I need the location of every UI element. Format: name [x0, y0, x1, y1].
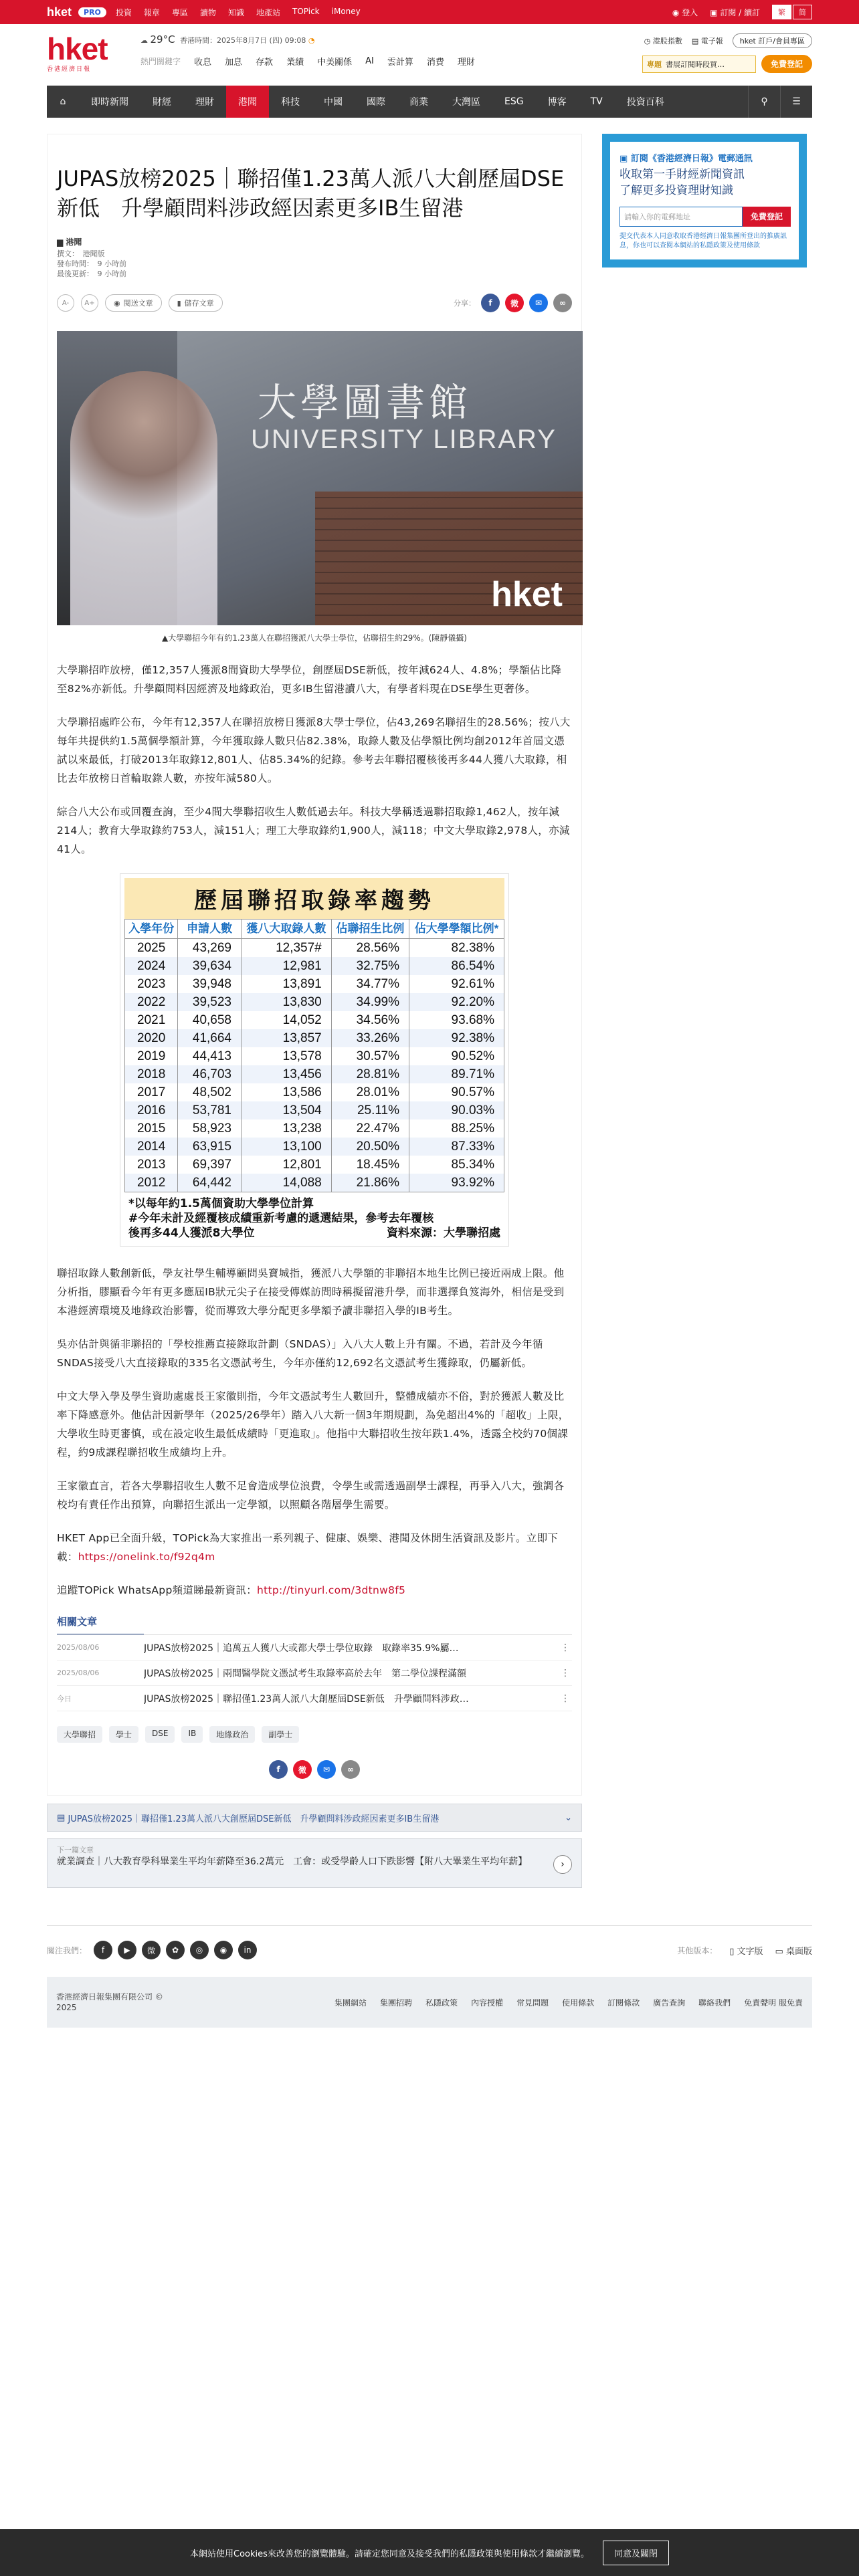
table-cell: 33.26% [331, 1029, 409, 1047]
admission-rate-table [124, 919, 504, 1192]
table-cell: 12,981 [242, 957, 332, 975]
date-text: 香港時間：2025年8月7日 (四) 09:08 [180, 36, 306, 45]
article-paragraph: 吳亦估計與循非聯招的「學校推薦直接錄取計劃（SNDAS）」入八大人數上升有關。不過，若計及今年循SNDAS接受八大直接錄取的335名文憑試考生，今年亦僅約12,692名文憑試考生獲錄取，仍屬新低。 [57, 1338, 543, 1369]
sticky-title: JUPAS放榜2025｜聯招僅1.23萬人派八大創歷屆DSE新低 升學顧問料涉政經因素更多IB生留港 [68, 1814, 440, 1824]
tag-item[interactable]: 副學士 [262, 1726, 299, 1743]
table-cell: 13,456 [242, 1065, 332, 1083]
table-cell: 13,504 [242, 1101, 332, 1119]
topbar-nav [116, 7, 361, 18]
share-label: 分享： [454, 299, 476, 308]
email-icon[interactable]: ✉ [529, 294, 548, 312]
article-title: JUPAS放榜2025｜聯招僅1.23萬人派八大創歷屆DSE新低 升學顧問料涉政經因素更多IB生留港 [57, 166, 565, 221]
nav-item-business[interactable]: 商業 [409, 97, 428, 108]
cookie-text: 本網站使用Cookies來改善您的瀏覽體驗。請確定您同意及接受我們的私隱政策與使用條款才繼續瀏覽。 [190, 2549, 589, 2559]
topbar-right [672, 5, 812, 19]
footer-link[interactable]: 使用條款 [562, 1998, 595, 2008]
user-icon: ◉ [672, 7, 680, 17]
image-caption: ▲大學聯招今年有約1.23萬人在聯招獲派八大學士學位，佔聯招生約29%。(陳靜儀攝) [162, 633, 467, 643]
table-cell: 2024 [125, 957, 178, 975]
table-cell: 69,397 [178, 1156, 242, 1174]
hot-keyword[interactable]: 理財 [457, 58, 475, 68]
newsletter-headline: 收取第一手財經新聞資訊 了解更多投資理財知識 [619, 168, 745, 197]
table-cell: 34.77% [331, 975, 409, 993]
follow-label: 關注我們： [47, 1945, 88, 1955]
table-cell: 93.68% [409, 1011, 504, 1029]
facebook-icon[interactable]: f [481, 294, 500, 312]
nav-item-blog[interactable]: 博客 [547, 97, 567, 108]
table-cell: 12,801 [242, 1156, 332, 1174]
home-icon[interactable]: ⌂ [60, 96, 66, 107]
table-cell: 13,100 [242, 1138, 332, 1156]
table-cell: 32.75% [331, 957, 409, 975]
cart-icon: ▣ [710, 7, 718, 17]
eye-icon: ◉ [114, 298, 120, 308]
weather-icon: ☁ [140, 36, 148, 45]
epaper-label: 電子報 [700, 37, 723, 45]
sticky-article-bar[interactable] [47, 1804, 582, 1832]
subscribe-label: 訂閱 / 續訂 [720, 7, 760, 17]
related-heading: 相關文章 [57, 1614, 144, 1635]
related-articles [57, 1614, 572, 1711]
table-cell: 41,664 [178, 1029, 242, 1047]
share-bar [454, 294, 572, 312]
table-cell: 25.11% [331, 1101, 409, 1119]
hero-sign-chinese: 大學圖書館 [258, 380, 472, 425]
table-cell: 88.25% [409, 1119, 504, 1138]
table-note: #今年未計及經覆核成績重新考慮的遞選結果，參考去年覆核 [128, 1212, 434, 1225]
text-version-link[interactable] [729, 1944, 763, 1957]
footer-link[interactable]: 免責聲明 服免責 [744, 1998, 803, 2008]
table-cell: 93.92% [409, 1174, 504, 1192]
desktop-version-link[interactable] [775, 1944, 812, 1957]
version-label: 其他版本： [677, 1945, 718, 1955]
table-note: 後再多44人獲派8大學位 [128, 1226, 255, 1240]
pro-badge[interactable]: PRO [78, 7, 106, 17]
promo-area [642, 55, 812, 73]
newsletter-title [619, 151, 791, 164]
meta-updated: 最後更新： 9 小時前 [57, 270, 126, 278]
logo-text: hket [47, 31, 108, 66]
next-article[interactable] [47, 1838, 582, 1888]
footer-link[interactable]: 集團網站 [335, 1998, 367, 2008]
cookie-accept-button[interactable]: 同意及關閉 [603, 2541, 669, 2565]
table-cell: 2017 [125, 1083, 178, 1101]
app-promo-paragraph [57, 1529, 572, 1566]
table-notes [124, 1192, 504, 1241]
more-icon[interactable]: ⋮ [561, 1693, 570, 1704]
paper-icon: ▤ [691, 37, 699, 45]
copyright: 香港經濟日報集團有限公司 © 2025 [56, 1992, 163, 2012]
article-paragraph: 綜合八大公布或回覆查詢，至少4間大學聯招收生人數低過去年。科技大學稱透過聯招取錄1,462人，按年減214人；教育大學取錄約753人，減151人；理工大學取錄約1,900人，減118；中文大學取錄2,978人，亦減41人。 [57, 806, 570, 855]
table-cell: 87.33% [409, 1138, 504, 1156]
whatsapp-text: 追蹤TOPick WhatsApp頻道睇最新資訊： [57, 1584, 257, 1596]
table-cell: 39,523 [178, 993, 242, 1011]
table-cell: 2018 [125, 1065, 178, 1083]
nav-item-hk-news[interactable]: 港聞 [226, 86, 269, 118]
topbar-brand[interactable]: hket [47, 5, 72, 19]
hot-keyword[interactable]: 雲計算 [387, 58, 413, 68]
footer-link[interactable]: 集團招聘 [380, 1998, 413, 2008]
table-header-cell: 佔大學學額比例* [409, 920, 504, 939]
table-cell: 13,830 [242, 993, 332, 1011]
hot-keyword[interactable]: 中美關係 [317, 58, 353, 68]
hot-keyword[interactable]: 存款 [256, 58, 274, 68]
read-article-button[interactable] [105, 294, 162, 312]
hero-image [57, 331, 583, 625]
nav-item-international[interactable]: 國際 [367, 97, 385, 108]
table-cell: 2013 [125, 1156, 178, 1174]
version-switch [677, 1944, 812, 1957]
author-icon: ▆ [57, 237, 64, 247]
tag-item[interactable]: 大學聯招 [57, 1726, 102, 1743]
free-register-button[interactable]: 免費登記 [761, 55, 812, 73]
nav-item-china[interactable]: 中國 [324, 97, 343, 108]
app-download-link[interactable]: https://onelink.to/f92q4m [78, 1551, 215, 1563]
table-row [125, 1065, 504, 1083]
meta-writer: 撰文： 港聞版 [57, 249, 105, 258]
tag-item[interactable]: DSE [145, 1726, 175, 1743]
hot-keywords [140, 55, 642, 68]
table-cell: 13,586 [242, 1083, 332, 1101]
table-cell: 14,088 [242, 1174, 332, 1192]
table-cell: 53,781 [178, 1101, 242, 1119]
table-row [125, 1029, 504, 1047]
table-title: 歷屆聯招取錄率趨勢 [124, 878, 504, 919]
lang-traditional[interactable]: 繁 [772, 5, 791, 19]
table-cell: 22.47% [331, 1119, 409, 1138]
read-article-label: 閱送文章 [123, 299, 153, 308]
hero-person [70, 371, 217, 625]
more-icon[interactable]: ⋮ [561, 1667, 570, 1679]
more-icon[interactable]: ⋮ [561, 1642, 570, 1653]
article [47, 134, 582, 1796]
article-paragraph: 中文大學入學及學生資助處處長王家徽則指，今年文憑試考生人數回升，整體成績亦不俗，對於獲派人數及比率下降感意外。他估計因新學年（2025/26學年）踏入八大新一個3年期規劃，為免超出4%的「超收」上限，大學收生時更審慎，或在設定收生最低成績時「更進取」。他指中大聯招收生按年跌1.4%，透露全校約70個課程，約9成課程聯招收生成績均上升。 [57, 1390, 569, 1459]
desktop-icon: ▭ [775, 1946, 783, 1957]
app-promo-text: HKET App已全面升級，TOPick為大家推出一系列親子、健康、娛樂、港聞及休閒生活資訊及影片。立即下載： [57, 1532, 559, 1563]
table-header-cell: 佔聯招生比例 [331, 920, 409, 939]
footer-follow [47, 1925, 812, 1959]
subscribe-link[interactable] [710, 7, 760, 18]
chevron-down-icon[interactable]: ⌄ [565, 1812, 572, 1823]
topbar-nav-item[interactable]: TOPick [292, 6, 320, 16]
weibo-icon[interactable]: 微 [142, 1941, 161, 1959]
table-cell: 40,658 [178, 1011, 242, 1029]
table-cell: 86.54% [409, 957, 504, 975]
table-header-cell: 入學年份 [125, 920, 178, 939]
article-toolbar [57, 294, 572, 312]
nav-item-wealth[interactable]: 理財 [195, 97, 214, 108]
footer-links [335, 1997, 803, 2008]
font-increase-button[interactable]: A+ [81, 294, 98, 312]
chevron-right-icon[interactable]: › [553, 1855, 572, 1874]
next-article-label: 下一篇文章 [57, 1846, 94, 1854]
table-cell: 64,442 [178, 1174, 242, 1192]
copy-link-icon[interactable]: ∞ [553, 294, 572, 312]
email-icon[interactable]: ✉ [317, 1760, 336, 1779]
related-item[interactable] [57, 1686, 572, 1711]
table-row [125, 1119, 504, 1138]
save-article-button[interactable] [169, 294, 223, 312]
table-cell: 92.38% [409, 1029, 504, 1047]
header-right [642, 33, 812, 73]
table-cell: 18.45% [331, 1156, 409, 1174]
whatsapp-paragraph [57, 1581, 572, 1600]
table-cell: 46,703 [178, 1065, 242, 1083]
table-cell: 48,502 [178, 1083, 242, 1101]
table-cell: 2014 [125, 1138, 178, 1156]
table-cell: 13,578 [242, 1047, 332, 1065]
table-cell: 82.38% [409, 939, 504, 958]
table-cell: 44,413 [178, 1047, 242, 1065]
table-cell: 2016 [125, 1101, 178, 1119]
table-cell: 20.50% [331, 1138, 409, 1156]
table-cell: 28.56% [331, 939, 409, 958]
table-cell: 21.86% [331, 1174, 409, 1192]
table-row [125, 975, 504, 993]
table-cell: 13,857 [242, 1029, 332, 1047]
lang-simplified[interactable]: 简 [793, 5, 812, 19]
newsletter-icon: ▣ [619, 154, 628, 164]
newsletter-inner [610, 142, 799, 259]
newsletter-email-input[interactable]: 請輸入你的電郵地址 [619, 207, 743, 227]
main-nav [47, 86, 812, 118]
language-switch [772, 5, 812, 19]
topbar-nav-item[interactable]: 專區 [171, 7, 188, 17]
table-row [125, 1083, 504, 1101]
footer-link[interactable]: 聯絡我們 [698, 1998, 731, 2008]
table-cell: 28.81% [331, 1065, 409, 1083]
table-cell: 92.20% [409, 993, 504, 1011]
table-cell: 63,915 [178, 1138, 242, 1156]
article-author[interactable] [57, 237, 572, 247]
menu-icon[interactable]: ☰ [780, 86, 812, 118]
table-cell: 39,948 [178, 975, 242, 993]
hot-keyword[interactable]: 收息 [194, 58, 212, 68]
hot-keyword[interactable]: 消費 [426, 58, 444, 68]
nav-item-gba[interactable]: 大灣區 [452, 97, 480, 108]
topbar-nav-item[interactable]: iMoney [331, 6, 361, 16]
wechat-icon[interactable]: ✿ [166, 1941, 185, 1959]
table-row [125, 993, 504, 1011]
content-area [0, 134, 859, 1796]
table-cell: 34.99% [331, 993, 409, 1011]
article-footer-area [0, 1804, 629, 1888]
epaper-link[interactable] [692, 35, 723, 46]
footer-link[interactable]: 私隱政策 [425, 1998, 458, 2008]
table-cell: 2012 [125, 1174, 178, 1192]
table-source: 資料來源：大學聯招處 [387, 1226, 500, 1240]
related-item[interactable] [57, 1660, 572, 1686]
promo-tag: 專題 [646, 60, 662, 69]
table-cell: 13,891 [242, 975, 332, 993]
hot-keyword[interactable]: 業績 [286, 58, 304, 68]
table-cell: 39,634 [178, 957, 242, 975]
table-cell: 90.03% [409, 1101, 504, 1119]
nav-item-esg[interactable]: ESG [504, 96, 524, 107]
footer-link[interactable]: 廣告查詢 [653, 1998, 686, 2008]
logo-subtext: 香港經濟日報 [47, 66, 92, 73]
table-cell: 2015 [125, 1119, 178, 1138]
table-row [125, 1174, 504, 1192]
search-icon[interactable]: ⚲ [748, 86, 780, 118]
stock-index-label: 港股指數 [652, 37, 682, 45]
site-logo[interactable] [47, 33, 127, 73]
table-note: *以每年約1.5萬個資助大學學位計算 [128, 1197, 314, 1210]
table-cell: 85.34% [409, 1156, 504, 1174]
table-row [125, 1156, 504, 1174]
desktop-version-label: 桌面版 [785, 1946, 812, 1957]
table-header-cell: 申請人數 [178, 920, 242, 939]
copy-link-icon[interactable]: ∞ [341, 1760, 360, 1779]
author-name: 港聞 [66, 237, 82, 247]
table-row [125, 957, 504, 975]
bottom-share-bar [57, 1760, 572, 1795]
table-note-row [128, 1226, 500, 1241]
table-cell: 14,052 [242, 1011, 332, 1029]
table-cell: 90.57% [409, 1083, 504, 1101]
bookmark-icon: ▮ [177, 298, 181, 308]
table-cell: 30.57% [331, 1047, 409, 1065]
weibo-icon[interactable]: 微 [293, 1760, 312, 1779]
rss-icon[interactable]: ◔ [308, 36, 315, 45]
facebook-icon[interactable]: f [269, 1760, 288, 1779]
table-cell: 2022 [125, 993, 178, 1011]
related-title: JUPAS放榜2025｜聯招僅1.23萬人派八大創歷屆DSE新低 升學顧問料涉政… [144, 1693, 469, 1705]
article-paragraph: 王家徽直言，若各大學聯招收生人數不足會造成學位浪費，令學生或需透過副學士課程，再爭入八大，強調各校均有責任作出預算，向聯招生派出一定學額，以照顧各階層學生需要。 [57, 1480, 565, 1511]
font-decrease-button[interactable]: A- [57, 294, 74, 312]
hot-keyword[interactable]: AI [365, 56, 374, 66]
site-header [0, 24, 859, 86]
related-title: JUPAS放榜2025｜追萬五人獲八大或都大學士學位取錄 取錄率35.9%屬… [144, 1642, 459, 1654]
threads-icon[interactable]: ◉ [214, 1941, 233, 1959]
meta-published: 發布時間： 9 小時前 [57, 259, 126, 268]
article-meta [57, 237, 572, 279]
facebook-icon[interactable]: f [94, 1941, 112, 1959]
nav-item-finance[interactable]: 財經 [153, 97, 171, 108]
table-row [125, 1047, 504, 1065]
promo-banner[interactable] [642, 56, 756, 73]
topbar-nav-item[interactable]: 報章 [143, 7, 160, 17]
whatsapp-link[interactable]: http://tinyurl.com/3dtnw8f5 [257, 1584, 406, 1596]
topbar-nav-item[interactable]: 讀物 [199, 7, 216, 17]
newsletter-disclaimer: 提交代表本人同意收取香港經濟日報集團所登出的推廣訊息，你也可以查閱本網站的私隱政策及使用條款 [619, 233, 787, 249]
mobile-icon: ▯ [729, 1946, 735, 1957]
nav-item-instant-news[interactable]: 即時新聞 [91, 97, 128, 108]
newsletter-title-text: 訂閱《香港經濟日報》電郵通訊 [630, 154, 753, 164]
tag-item[interactable]: 學士 [109, 1726, 138, 1743]
table-cell: 2020 [125, 1029, 178, 1047]
table-row [125, 1101, 504, 1119]
footer-link[interactable]: 訂閱條款 [607, 1998, 640, 2008]
hero-sign-english: UNIVERSITY LIBRARY [251, 425, 557, 454]
promo-text: 書展訂閱時段買… [665, 60, 725, 69]
header-middle [140, 33, 642, 68]
table-cell: 89.71% [409, 1065, 504, 1083]
table-cell: 90.52% [409, 1047, 504, 1065]
table-cell: 2023 [125, 975, 178, 993]
weather-date [140, 33, 642, 45]
table-row [125, 939, 504, 958]
chart-icon: ◷ [644, 37, 651, 45]
related-date: 2025/08/06 [57, 1643, 100, 1652]
article-paragraph: 大學聯招昨放榜，僅12,357人獲派8間資助大學學位，創歷屆DSE新低，按年減624人、4.8%；學額佔比降至82%亦新低。升學顧問料因經濟及地緣政治，更多IB生留港讀八大，有學者料現在DSE學生更奢侈。 [57, 664, 562, 695]
stock-index-link[interactable] [644, 35, 682, 46]
hot-keywords-label: 熱門關鍵字 [140, 57, 181, 66]
table-row [125, 1138, 504, 1156]
tag-list [57, 1726, 572, 1743]
weibo-icon[interactable]: 微 [505, 294, 524, 312]
table-cell: 2025 [125, 939, 178, 958]
sidebar [602, 134, 807, 1796]
newsletter-box [602, 134, 807, 267]
save-article-label: 儲存文章 [184, 299, 214, 308]
topbar-nav-item[interactable]: 投資 [115, 7, 132, 17]
cookie-banner [0, 2529, 859, 2576]
nav-tools [748, 86, 812, 118]
table-cell: 28.01% [331, 1083, 409, 1101]
nav-item-tech[interactable]: 科技 [281, 97, 300, 108]
footer-link[interactable]: 常見問題 [516, 1998, 549, 2008]
newsletter-form [619, 207, 791, 227]
table-cell: 92.61% [409, 975, 504, 993]
hero-watermark: hket [491, 575, 563, 614]
login-label: 登入 [682, 7, 698, 17]
instagram-icon[interactable]: ◎ [190, 1941, 209, 1959]
admission-rate-table-image [120, 873, 509, 1247]
related-title: JUPAS放榜2025｜兩間醫學院文憑試考生取錄率高於去年 第二學位課程滿額 [144, 1668, 467, 1679]
related-item[interactable] [57, 1635, 572, 1660]
table-header-row [125, 920, 504, 939]
related-date: 今日 [57, 1694, 72, 1703]
temperature: 29°C [150, 33, 175, 45]
table-body [125, 939, 504, 1192]
top-bar [0, 0, 859, 24]
nav-item-tv[interactable]: TV [590, 96, 603, 107]
tag-item[interactable]: IB [181, 1726, 203, 1743]
member-area-button[interactable]: hket 訂戶/會員專區 [733, 33, 812, 48]
table-cell: 2019 [125, 1047, 178, 1065]
table-cell: 58,923 [178, 1119, 242, 1138]
next-article-title: 就業調查｜八大教育學科畢業生平均年薪降至36.2萬元 工會：或受學齡人口下跌影響【附八大畢業生平均年薪】 [57, 1856, 528, 1867]
table-cell: 43,269 [178, 939, 242, 958]
document-icon: ▤ [57, 1812, 66, 1823]
newsletter-submit-button[interactable]: 免費登記 [743, 207, 791, 227]
text-version-label: 文字版 [737, 1946, 763, 1957]
topbar-nav-item[interactable]: 地產站 [256, 7, 280, 17]
related-date: 2025/08/06 [57, 1669, 100, 1677]
table-header-cell: 獲八大取錄人數 [242, 920, 332, 939]
header-links [644, 33, 812, 48]
article-paragraph: 聯招取錄人數創新低，學友社學生輔導顧問吳寶城指，獲派八大學額的非聯招本地生比例已接近兩成上限。他分析指，膠顯看今年有更多應屆IB狀元尖子在接受傳媒訪問時稱擬留港升學，而非選擇負笈海外，相信是受到本港經濟環境及地緣政治影響，從而導致大學分配更多學額予讀非聯招入學的IB考生。 [57, 1267, 565, 1317]
youtube-icon[interactable]: ▶ [118, 1941, 136, 1959]
article-paragraph: 大學聯招處昨公布，今年有12,357人在聯招放榜日獲派8大學士學位，佔43,269名聯招生的28.56%；按八大每年共提供約1.5萬個學額計算，今年獲取錄人數只佔82.38%，取錄人數及佔學額比例均創2012年首屆文憑試以來最低，打破2013年取錄12,801人、佔85.34%的紀錄。參考去年聯招覆核後再多44人獲八大取錄，相比去年放榜日首輪取錄人數，亦按年減580人。 [57, 716, 571, 784]
hot-keyword[interactable]: 加息 [225, 58, 243, 68]
login-link[interactable] [672, 7, 698, 18]
footer-link[interactable]: 內容授權 [471, 1998, 504, 2008]
table-row [125, 1011, 504, 1029]
table-cell: 2021 [125, 1011, 178, 1029]
topbar-nav-item[interactable]: 知識 [227, 7, 244, 17]
table-cell: 34.56% [331, 1011, 409, 1029]
linkedin-icon[interactable]: in [238, 1941, 257, 1959]
tag-item[interactable]: 地緣政治 [209, 1726, 255, 1743]
footer-bar [47, 1977, 812, 2028]
nav-item-invest-wiki[interactable]: 投資百科 [626, 97, 664, 108]
table-cell: 12,357# [242, 939, 332, 958]
table-cell: 13,238 [242, 1119, 332, 1138]
